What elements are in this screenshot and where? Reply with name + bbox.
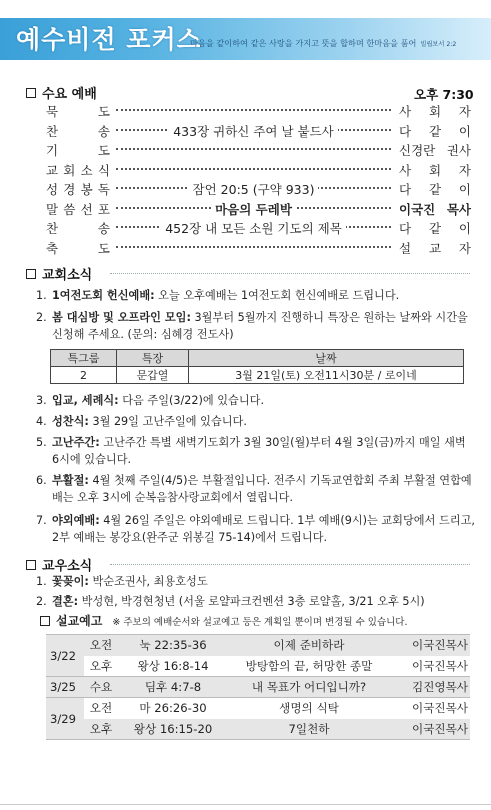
special-visit-table: 특그룹 특장 날짜 2 문갑열 3월 21일(토) 오전11시30분 / 로이네 [50,349,464,384]
news-item: 2. 봄 대심방 및 오프라인 모임: 3월부터 5월까지 진행하니 특장은 원하는 날짜와 시간을 신청해 주세요. (문의: 심혜경 전도사) [36,311,468,341]
worship-heading-text: 수요 예배 [42,87,97,102]
worship-person: 설 교 자 [399,240,471,256]
worship-role: 교 회 소 식 [46,162,110,178]
worship-row [46,180,471,200]
worship-person: 사 회 자 [399,104,471,119]
schedule-date: 3/29 [46,698,84,740]
schedule-row: 오후 왕상 16:8-14 방탕함의 끝, 허망한 종말 이국진목사 [46,656,470,677]
news-item: 7. 야외예배: 4월 26일 주일은 야외예배로 드립니다. 1부 예배(9시)는 교회당에서 드리고, 2부 예배는 봉강요(완주군 위봉길 75-14)에서 드립니다. [36,514,475,544]
news-item: 3. 입교, 세례식: 다음 주일(3/22)에 있습니다. [36,394,264,407]
schedule-date: 3/25 [46,677,84,698]
worship-heading [26,83,97,102]
sermon-schedule-table [46,634,470,740]
church-news-heading: 교회소식 [26,264,92,283]
schedule-row: 오후 왕상 16:15-20 7일천하 이국진목사 [46,719,470,740]
checkbox-square-icon [26,88,36,98]
worship-row [46,219,471,239]
worship-time: 오후 7:30 [414,87,474,102]
worship-row [46,141,471,161]
section-divider [110,273,470,274]
sermon-preview-heading: 설교예고 ※ 주보의 예배순서와 설교예고 등은 계획일 뿐이며 변경될 수 있습니다. [40,612,408,629]
worship-row [46,102,471,122]
worship-role: 찬 송 [46,221,110,236]
member-news-item: 2. 결혼: 박성현, 박경현청년 (서울 로얄파크컨벤션 3층 로얄홀, 3/21 오후 5시) [36,595,425,608]
slogan-reference: 빌립보서 2:2 [420,41,457,48]
schedule-row: 3/22 오전 눅 22:35-36 이제 준비하라 이국진목사 [46,635,470,656]
worship-role: 축 도 [46,240,110,256]
banner-title: 예수비전 포커스 [16,25,202,54]
worship-role: 찬 송 [46,123,110,139]
schedule-row: 3/29 오전 마 26:26-30 생명의 식탁 이국진목사 [46,698,470,719]
header-banner [0,0,491,62]
worship-order [46,102,471,258]
dotted-leader [116,141,391,150]
worship-role: 성 경 봉 독 [46,182,110,197]
worship-role: 말 씀 선 포 [46,201,110,217]
sermon-title: 마음의 두레박 [116,200,391,218]
schedule-date: 3/22 [46,635,84,677]
slogan-text: 마음을 같이하여 같은 사랑을 가지고 뜻을 합하며 한마음을 품어 [190,38,417,48]
worship-person: 신경란 권사 [399,143,471,158]
worship-person: 이국진 목사 [399,201,471,217]
news-item: 1. 1여전도회 헌신예배: 오늘 오후예배는 1여전도회 헌신예배로 드립니다. [36,289,400,302]
dotted-leader [116,161,391,170]
worship-person: 다 같 이 [399,221,471,236]
worship-person: 다 같 이 [399,182,471,197]
dotted-leader [116,102,391,111]
news-item: 6. 부활절: 4월 첫째 주일(4/5)은 부활절입니다. 전주시 기독교연합회 주최 부활절 연합예배는 오후 3시에 순복음참사랑교회에서 열립니다. [36,474,472,504]
news-item: 5. 고난주간: 고난주간 특별 새벽기도회가 3월 30일(월)부터 4월 3일(금)까지 매일 새벽 6시에 있습니다. [36,436,466,466]
worship-content: 잠언 20:5 (구약 933) [116,180,391,198]
worship-row [46,161,471,181]
worship-role: 기 도 [46,143,110,158]
member-news-item: 1. 꽃꽂이: 박순조권사, 최용호성도 [36,575,208,588]
worship-person: 사 회 자 [399,162,471,178]
schedule-row: 3/25 수요 딤후 4:7-8 내 목표가 어디입니까? 김진영목사 [46,677,470,698]
section-divider [110,564,470,565]
worship-content: 452장 내 모든 소원 기도의 제목 [116,219,391,237]
worship-row [46,122,471,142]
checkbox-square-icon [40,616,50,626]
sermon-preview-note: ※ 주보의 예배순서와 설교예고 등은 계획일 뿐이며 변경될 수 있습니다. [112,616,408,628]
dotted-leader [116,239,391,248]
checkbox-square-icon [26,269,36,279]
worship-row [46,200,471,220]
page-bottom-rule [0,804,491,805]
worship-person: 다 같 이 [399,123,471,139]
worship-content: 433장 귀하신 주여 날 붙드사 [116,122,391,140]
member-news-heading: 교우소식 [26,555,92,574]
checkbox-square-icon [26,560,36,570]
news-item: 4. 성찬식: 3월 29일 고난주일에 있습니다. [36,415,247,428]
worship-row [46,239,471,259]
worship-role: 묵 도 [46,104,110,119]
banner-slogan [190,38,456,49]
